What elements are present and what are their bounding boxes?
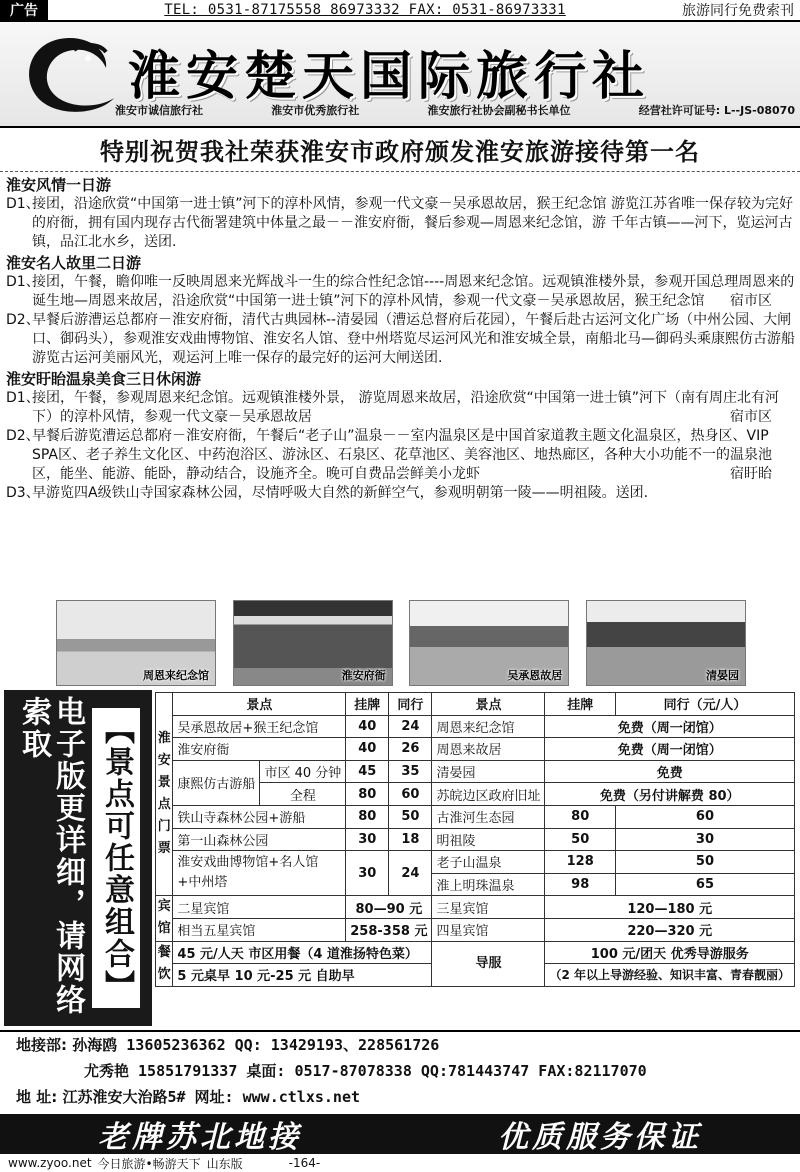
contact-line: TEL: 0531-87175558 86973332 FAX: 0531-86973331 [164,2,566,18]
listed-price: 40 [346,738,389,761]
listed-price: 40 [346,715,389,738]
contact-details: 孙海鸥 13605236362 QQ: 13429193、228561726 [72,1036,440,1054]
spot-name: 淮上明珠温泉 [432,873,545,896]
listed-price: 45 [346,760,389,783]
stay-note: 宿市区 [730,293,772,309]
award-banner: 特别祝贺我社荣获淮安市政府颁发淮安旅游接待第一名 [0,132,800,172]
spot-name: 康熙仿古游船 [173,760,260,805]
address-line [16,1084,800,1110]
tour-day [6,311,796,368]
table-row [156,715,795,738]
combination-note: 【景点可任意组合】 [92,708,140,1008]
hotel-price: 258-358 元 [346,918,432,941]
hotel-section-label: 宾馆 [156,896,173,941]
meal-section-label: 餐饮 [156,941,173,986]
day-label: D3、 [6,485,40,501]
column-header: 同行（元/人） [615,693,794,716]
hotel-name: 三星宾馆 [432,896,545,919]
header [0,22,800,128]
photo-prefecture-office [233,600,393,686]
ticket-section-label: 淮安景点门票 [156,693,173,896]
column-header: 同行 [389,693,432,716]
contact-line [16,1058,800,1084]
meal-info: 5 元桌早 10 元-25 元 自助早 [173,964,432,987]
peer-price: 26 [389,738,432,761]
hotel-price: 220—320 元 [545,918,795,941]
listed-price: 免费（周一闭馆） [545,715,795,738]
peer-price: 65 [615,873,794,896]
day-text: 早餐后游览漕运总都府－淮安府衙，午餐后“老子山”温泉－－室内温泉区是中国首家道教主题文化温泉区，热身区、VIP SPA区、老子养生文化区、中药泡浴区、游泳区、石泉区、花草池区、美容池区、地热廊区，各种大小功能不一的温泉池区，能坐、能游、能卧，静动结合，设施齐全。晚可自费品尝鲜美小龙虾 [32,428,773,482]
peer-price: 35 [389,760,432,783]
listed-price: 80 [346,783,389,806]
spot-name: 第一山森林公园 [173,828,346,851]
spot-name: 明祖陵 [432,828,545,851]
spot-name: 清晏园 [432,760,545,783]
photo-caption: 吴承恩故居 [507,669,563,682]
column-header: 景点 [173,693,346,716]
spot-name: 铁山寺森林公园+游船 [173,805,346,828]
listed-price: 128 [545,851,615,874]
photo-caption: 周恩来纪念馆 [143,669,209,682]
company-name: 淮安楚天国际旅行社 [128,47,651,107]
tour-title: 淮安风情一日游 [6,176,112,194]
ad-tag: 广告 [0,0,48,21]
spot-name: 苏皖边区政府旧址 [432,783,545,806]
table-row [156,828,795,851]
spot-name: 周恩来故居 [432,738,545,761]
peer-price: 24 [389,851,432,896]
peer-price: 50 [389,805,432,828]
listed-price: 98 [545,873,615,896]
magazine-brand: 今日旅游•畅游天下 [97,1156,201,1171]
spot-name: 淮安戏曲博物馆+名人馆+中州塔 [173,851,346,896]
contact-details: 尤秀艳 15851791337 桌面: 0517-87078338 QQ:781443747 FAX:82117070 [84,1062,647,1080]
slogan-bar [0,1114,800,1154]
peer-price: 60 [615,805,794,828]
day-text: 接团，沿途欣赏“中国第一进士镇”河下的淳朴风情，参观一代文豪－吴承恩故居，猴王纪念馆 游览江苏省唯一保存较为完好的府衙，拥有国内现存古代衙署建筑中体量之最－－淮安府衙，餐后参观—周恩来纪念馆，游 千年古镇——河下，览运河古镇，品江北水乡，送团. [32,196,793,250]
listed-price: 免费（周一闭馆） [545,738,795,761]
spot-name: 周恩来纪念馆 [432,715,545,738]
day-text: 接团，午餐，瞻仰唯一反映周恩来光辉战斗一生的综合性纪念馆----周恩来纪念馆。远观镇淮楼外景，参观开国总理周恩来的诞生地—周恩来故居，沿途欣赏“中国第一进士镇”河下的淳朴风情，参观一代文豪－吴承恩故居，猴王纪念馆 [32,274,795,309]
table-header-row [156,693,795,716]
price-table [155,692,795,987]
hotel-price: 120—180 元 [545,896,795,919]
column-header: 挂牌 [545,693,615,716]
company-credentials [115,102,795,118]
address-details: 江苏淮安大治路5# 网址: www.ctlxs.net [62,1088,361,1106]
tour-day [6,389,796,427]
day-text: 接团，午餐，参观周恩来纪念馆。远观镇淮楼外景， 游览周恩来故居，沿途欣赏“中国第一进士镇”河下（南有周庄北有河下）的淳朴风情，参观一代文豪－吴承恩故居 [32,390,779,425]
day-label: D2、 [6,428,40,444]
guide-info: 100 元/团天 优秀导游服务 [545,941,795,964]
day-label: D1、 [6,196,40,212]
tour-day [6,273,796,311]
guide-info: （2 年以上导游经验、知识丰富、青春靓丽） [545,964,795,987]
spot-option: 全程 [260,783,346,806]
tour-day [6,195,796,252]
page-number: -164- [288,1156,321,1170]
listed-price: 30 [346,851,389,896]
day-label: D2、 [6,312,40,328]
slogan-left: 老牌苏北地接 [98,1120,302,1155]
meal-info: 45 元/人天 市区用餐（4 道淮扬特色菜） [173,941,432,964]
table-row [156,760,795,783]
peer-price: 60 [389,783,432,806]
credential: 淮安市诚信旅行社 [115,104,203,117]
peer-price: 24 [389,715,432,738]
meal-row [156,941,795,964]
hotel-name: 四星宾馆 [432,918,545,941]
page-footer [0,1154,800,1172]
spot-name: 淮安府衙 [173,738,346,761]
contact-footer [0,1030,800,1112]
tour-title: 淮安名人故里二日游 [6,254,142,272]
photo-qingyan-garden [586,600,746,686]
contact-line [16,1032,800,1058]
column-header: 挂牌 [346,693,389,716]
table-row [156,738,795,761]
table-row [156,805,795,828]
day-label: D1、 [6,390,40,406]
stay-note: 宿盱眙 [730,466,772,482]
photo-zhou-memorial [56,600,216,686]
table-row [156,851,795,874]
peer-price: 30 [615,828,794,851]
slogan-right: 优质服务保证 [498,1120,702,1155]
photo-wu-residence [409,600,569,686]
credential: 淮安市优秀旅行社 [271,104,360,117]
dragon-logo-icon [10,28,130,124]
tour-day [6,427,796,484]
hotel-row [156,918,795,941]
day-text: 早游览四A级铁山寺国家森林公园，尽情呼吸大自然的新鲜空气，参观明朝第一陵——明祖陵。送团. [32,485,649,501]
tour-day [6,484,796,503]
peer-price: 50 [615,851,794,874]
listed-price: 30 [346,828,389,851]
hotel-row [156,896,795,919]
free-catalog-text: 旅游同行免费索刊 [682,3,794,19]
spot-name: 老子山温泉 [432,851,545,874]
tour-title: 淮安盱眙温泉美食三日休闲游 [6,370,202,388]
photo-caption: 淮安府衙 [341,669,386,682]
top-bar [0,0,800,22]
credential: 淮安旅行社协会副秘书长单位 [427,104,571,117]
electronic-version-note: 电子版更详细，请网络索取 [16,696,85,1016]
column-header: 景点 [432,693,545,716]
listed-price: 80 [545,805,615,828]
edition: 山东版 [206,1156,243,1171]
day-label: D1、 [6,274,40,290]
spot-option: 市区 40 分钟 [260,760,346,783]
listed-price: 50 [545,828,615,851]
license-number: 经营社许可证号: L--JS-08070 [638,104,795,117]
listed-price: 免费 [545,760,795,783]
hotel-price: 80—90 元 [346,896,432,919]
contact-label: 地接部: [16,1036,67,1054]
photo-caption: 清晏园 [705,669,739,682]
itineraries [6,174,796,503]
peer-price: 18 [389,828,432,851]
listed-price: 免费（另付讲解费 80） [545,783,795,806]
address-label: 地 址: [16,1088,58,1106]
hotel-name: 相当五星宾馆 [173,918,346,941]
stay-note: 宿市区 [730,409,772,425]
listed-price: 80 [346,805,389,828]
day-text: 早餐后游漕运总都府－淮安府衙，清代古典园林--清晏园（漕运总督府后花园），午餐后赴古运河文化广场（中州公园、大闸口、御码头），参观淮安戏曲博物馆、淮安名人馆、登中州塔览尽运河风光和淮安城全景，南船北马—御码头乘康熙仿古游船游览古运河美丽风光，观运河上唯一保存的最完好的运河大闸送团. [32,312,795,366]
spot-name: 古淮河生态园 [432,805,545,828]
photo-strip [56,600,746,686]
hotel-name: 二星宾馆 [173,896,346,919]
spot-name: 吴承恩故居+猴王纪念馆 [173,715,346,738]
guide-section-label: 导服 [432,941,545,986]
side-panel [4,690,152,1026]
site-url: www.zyoo.net [8,1156,92,1170]
